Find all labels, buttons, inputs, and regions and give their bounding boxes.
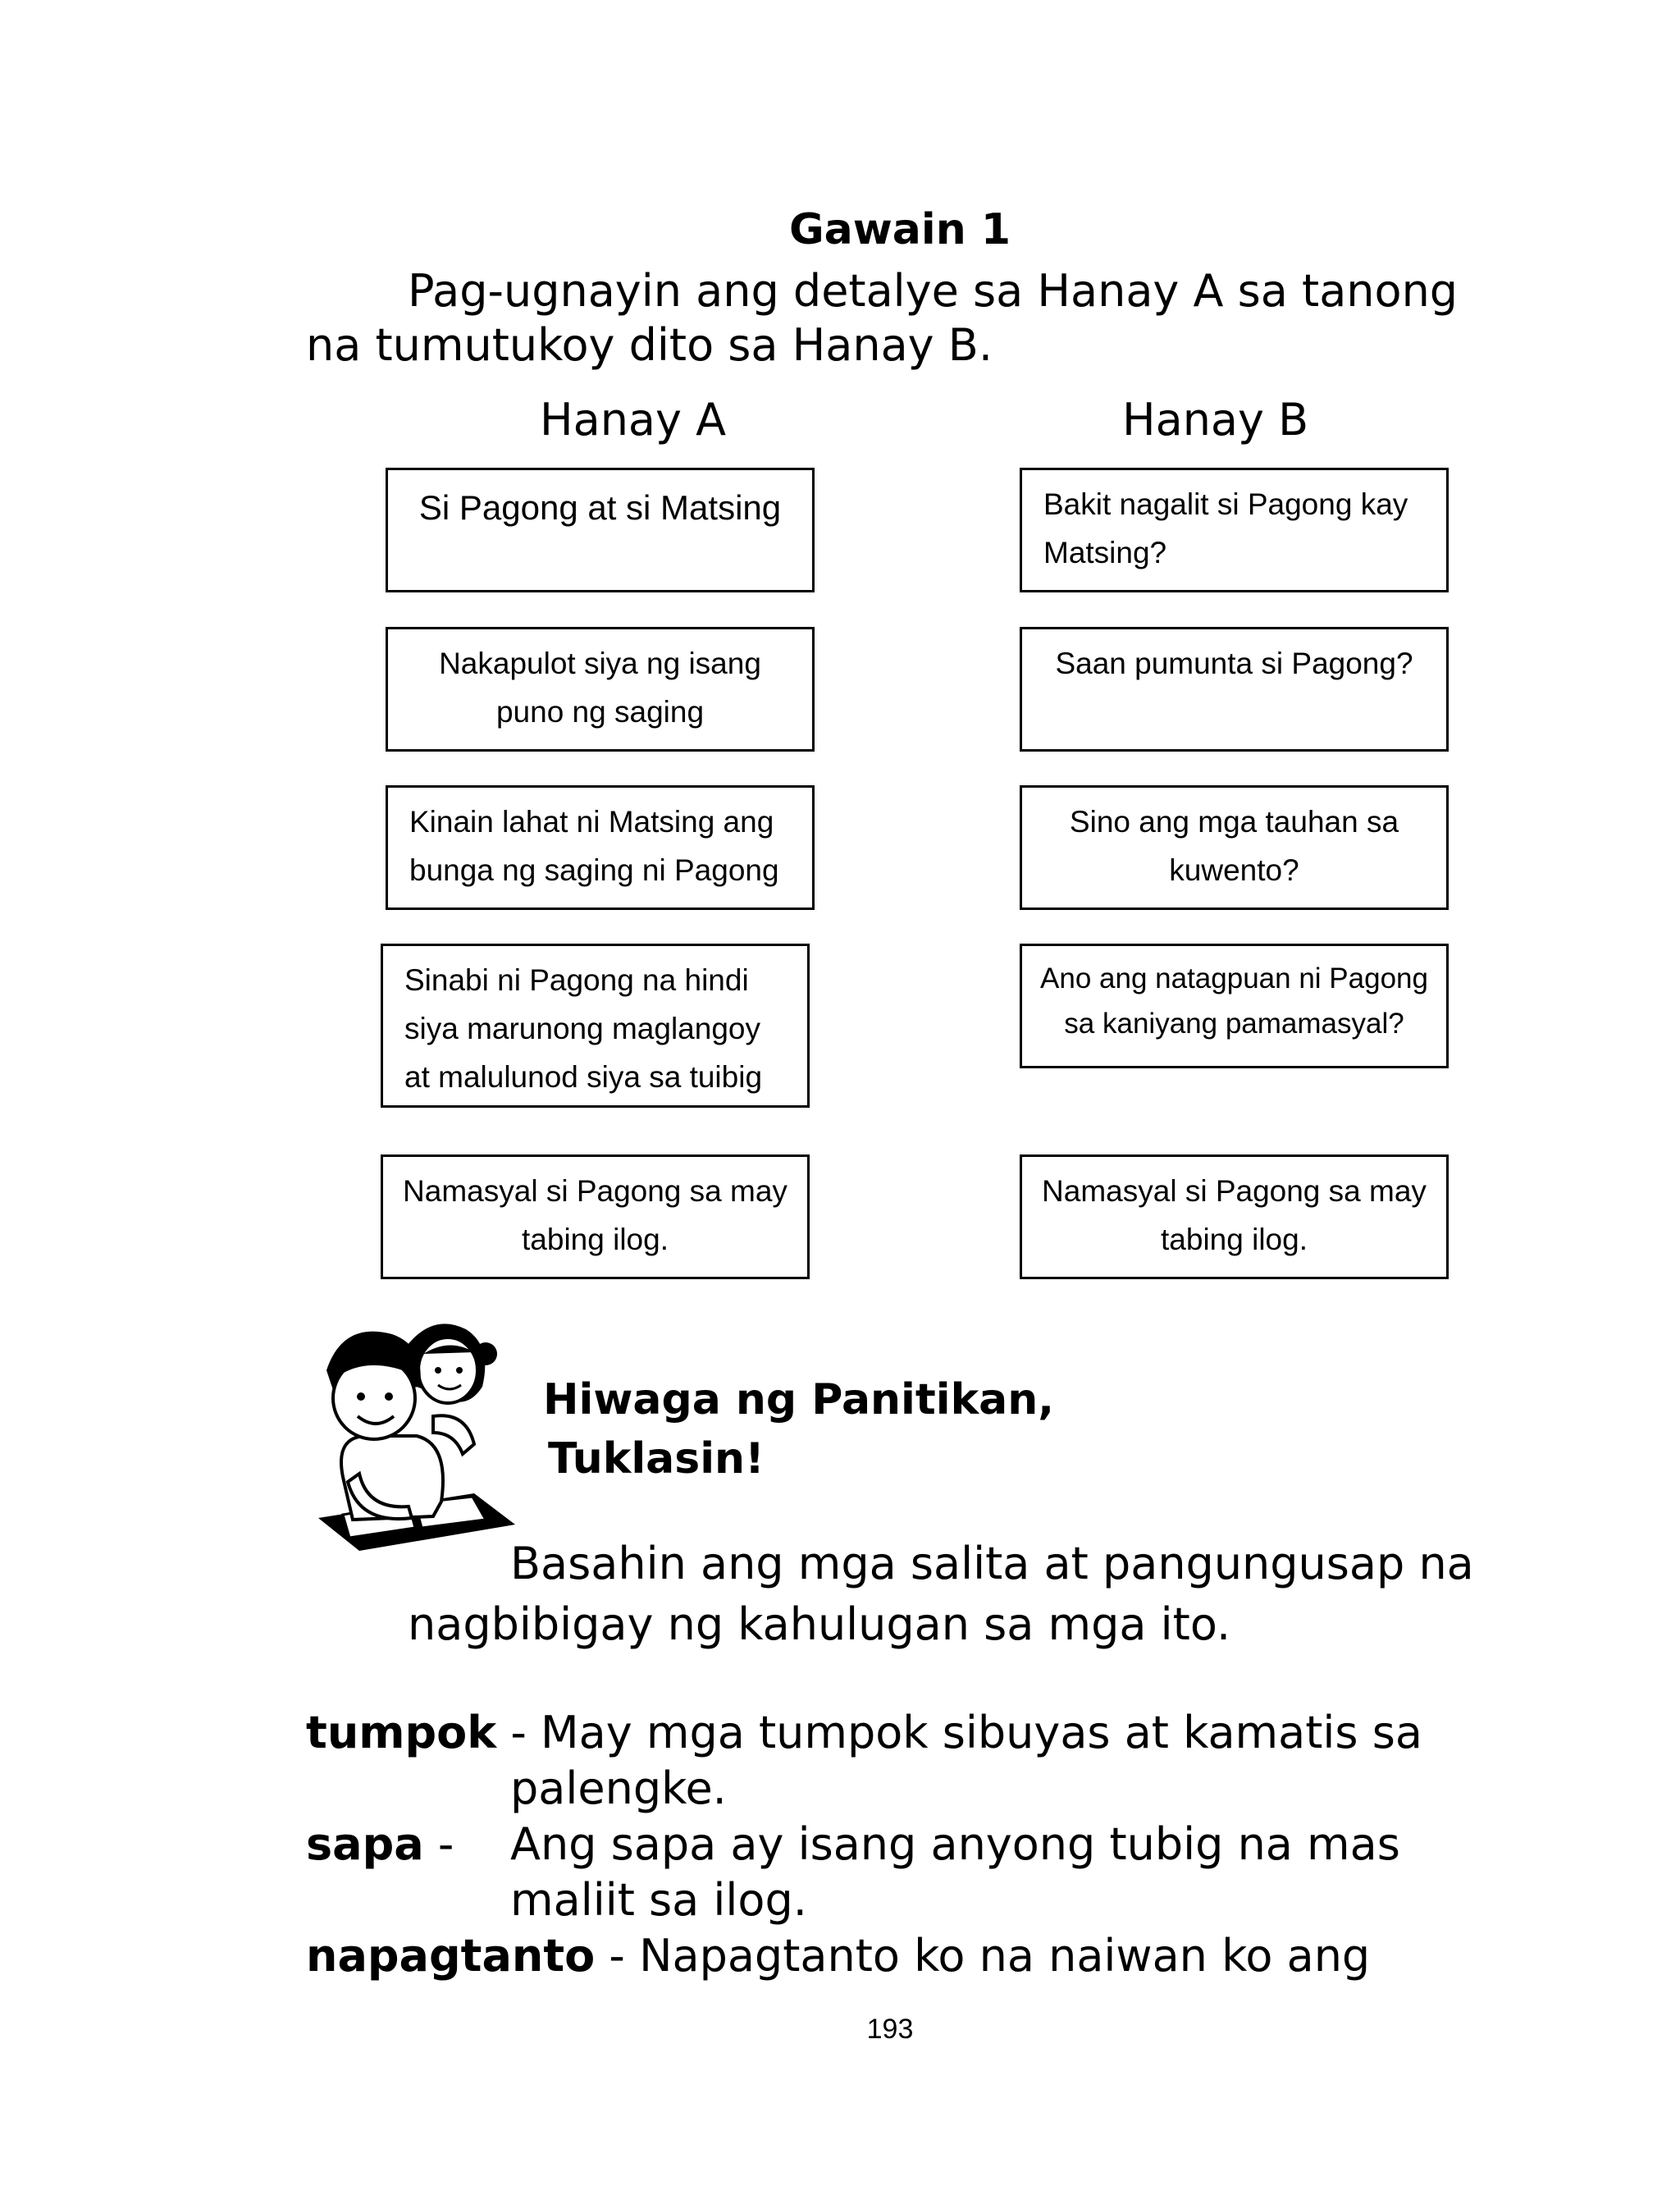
hanay-b-item-1: Bakit nagalit si Pagong kay Matsing? bbox=[1020, 468, 1449, 592]
vocab-sentence-continuation: palengke. bbox=[510, 1763, 727, 1814]
vocab-separator: - bbox=[423, 1818, 454, 1870]
vocab-separator: - bbox=[595, 1930, 640, 1982]
column-header-hanay-a: Hanay A bbox=[540, 394, 727, 446]
activity-title: Gawain 1 bbox=[789, 205, 1011, 254]
instruction-line-2: na tumutukoy dito sa Hanay B. bbox=[306, 319, 993, 371]
reading-instruction-line-2: nagbibigay ng kahulugan sa mga ito. bbox=[408, 1598, 1231, 1650]
hanay-b-item-3: Sino ang mga tauhan sa kuwento? bbox=[1020, 785, 1449, 910]
vocab-word: tumpok bbox=[306, 1707, 497, 1758]
section-title-line-1: Hiwaga ng Panitikan, bbox=[543, 1375, 1055, 1424]
vocab-sentence-continuation: maliit sa ilog. bbox=[510, 1874, 807, 1926]
section-title-line-2: Tuklasin! bbox=[548, 1434, 765, 1484]
hanay-a-item-4: Sinabi ni Pagong na hindi siya marunong maglangoy at malulunod siya sa tuibig bbox=[381, 944, 810, 1108]
instruction-line-1: Pag-ugnayin ang detalye sa Hanay A sa tanong bbox=[408, 265, 1459, 317]
vocab-sentence: Ang sapa ay isang anyong tubig na mas bbox=[510, 1818, 1400, 1870]
children-reading-book-illustration bbox=[310, 1313, 525, 1559]
hanay-a-item-1: Si Pagong at si Matsing bbox=[386, 468, 815, 592]
vocab-sentence: May mga tumpok sibuyas at kamatis sa bbox=[541, 1707, 1422, 1758]
vocab-entry-sapa bbox=[306, 1817, 454, 1872]
hanay-b-item-4: Ano ang natagpuan ni Pagong sa kaniyang pamamasyal? bbox=[1020, 944, 1449, 1068]
vocab-entry-tumpok bbox=[306, 1705, 1422, 1761]
hanay-a-item-2: Nakapulot siya ng isang puno ng saging bbox=[386, 627, 815, 752]
vocab-entry-napagtanto bbox=[306, 1928, 1370, 1984]
vocab-word: napagtanto bbox=[306, 1930, 596, 1982]
hanay-b-item-5: Namasyal si Pagong sa may tabing ilog. bbox=[1020, 1154, 1449, 1279]
vocab-sentence: Napagtanto ko na naiwan ko ang bbox=[639, 1930, 1371, 1982]
hanay-a-item-5: Namasyal si Pagong sa may tabing ilog. bbox=[381, 1154, 810, 1279]
reading-instruction-line-1: Basahin ang mga salita at pangungusap na bbox=[510, 1538, 1474, 1589]
hanay-a-item-3: Kinain lahat ni Matsing ang bunga ng saging ni Pagong bbox=[386, 785, 815, 910]
hanay-b-item-2: Saan pumunta si Pagong? bbox=[1020, 627, 1449, 752]
column-header-hanay-b: Hanay B bbox=[1122, 394, 1309, 446]
vocab-word: sapa bbox=[306, 1818, 424, 1870]
page-number: 193 bbox=[866, 2014, 914, 2045]
vocab-separator: - bbox=[496, 1707, 541, 1758]
